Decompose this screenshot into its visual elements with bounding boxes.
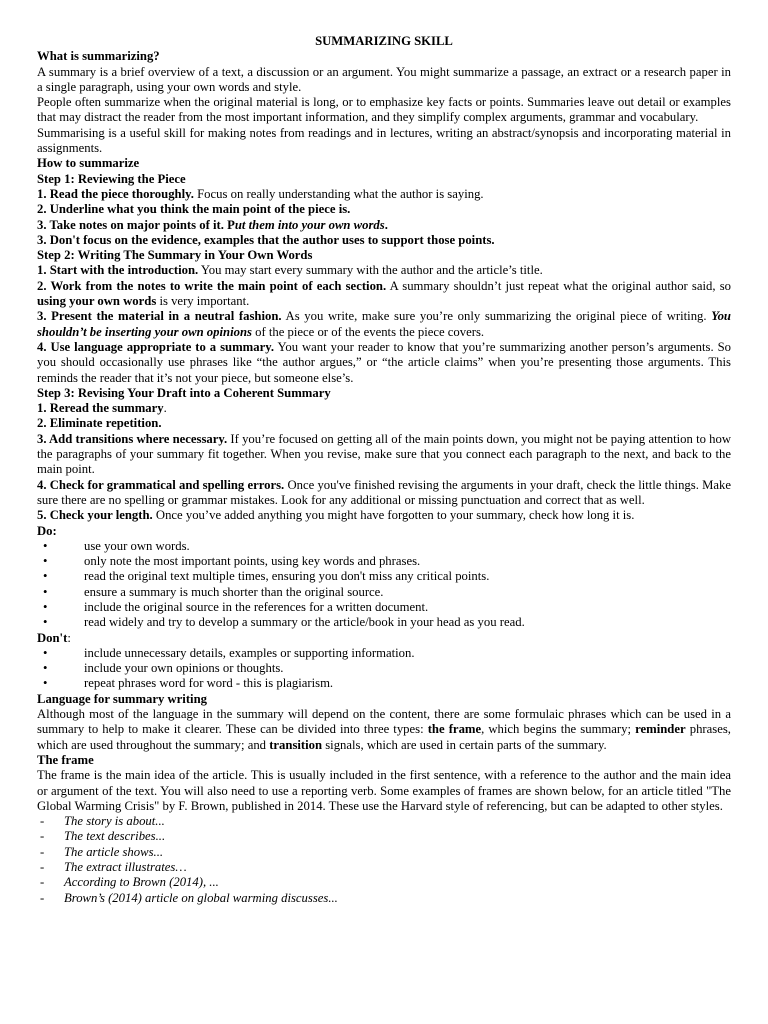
bullet-icon: • — [43, 676, 48, 691]
dash-marker: - — [40, 814, 45, 829]
dash-marker: - — [40, 844, 45, 859]
step2-item-4: 4. Use language appropriate to a summary. You want your reader to know that you’re summarizing another person’s arguments. So you should occasionally use phrases like “the author argues,” or “the article claims” when you’re presenting those arguments. This reminds the reader that it’s not your piece, but someone else’s. — [37, 339, 731, 385]
list-item: - The text describes... — [40, 829, 166, 844]
dash-marker: - — [40, 829, 45, 844]
step3-item-2: 2. Eliminate repetition. — [37, 416, 162, 431]
bullet-icon: • — [43, 554, 48, 569]
list-item: • include your own opinions or thoughts. — [43, 661, 284, 676]
list-item: • include unnecessary details, examples or supporting information. — [43, 645, 415, 660]
what-paragraph-1: A summary is a brief overview of a text, a discussion or an argument. You might summarize a passage, an extract or a research paper in a single paragraph, using your own words and style. — [37, 64, 731, 94]
frame-paragraph: The frame is the main idea of the article. This is usually included in the first sentence, with a reference to the author and the main idea or argument of the text. You will also need to use a reporting verb. Some examples of frames are shown below, for an article titled "The Global Warming Crisis" by F. Brown, published in 2014. These use the Harvard style of referencing, but can be adapted to other styles. — [37, 768, 731, 813]
step1-item-3: 3. Take notes on major points of it. Put them into your own words. — [37, 217, 388, 232]
list-item: • ensure a summary is much shorter than the original source. — [43, 584, 384, 599]
step3-item-4: 4. Check for grammatical and spelling errors. Once you've finished revising the arguments in your draft, check the little things. Make sure there are no spelling or grammar mistakes. Look for any additional or missing punctuation and correct that as well. — [37, 477, 731, 507]
dash-marker: - — [40, 860, 45, 875]
step3-item-3: 3. Add transitions where necessary. If you’re focused on getting all of the main points down, you might not be paying attention to how the paragraphs of your summary fit together. When you revise, make sure that you connect each paragraph to the next, and back to the main point. — [37, 431, 731, 477]
step2-heading: Step 2: Writing The Summary in Your Own Words — [37, 248, 313, 263]
bullet-icon: • — [43, 569, 48, 584]
list-item: - The article shows... — [40, 844, 164, 859]
list-item: • use your own words. — [43, 538, 190, 553]
what-heading: What is summarizing? — [37, 49, 160, 64]
dont-heading: Don't: — [37, 630, 71, 645]
dont-list — [37, 646, 731, 692]
step2-item-1: 1. Start with the introduction. You may start every summary with the author and the article’s title. — [37, 263, 543, 278]
language-paragraph: Although most of the language in the summary will depend on the content, there are some formulaic phrases which can be used in a summary to help to make it clearer. These can be divided into three types: the frame, which begins the summary; reminder phrases, which are used throughout the summary; and transition signals, which are used in certain parts of the summary. — [37, 707, 731, 752]
frame-heading: The frame — [37, 752, 94, 767]
language-heading: Language for summary writing — [37, 691, 207, 706]
bullet-icon: • — [43, 615, 48, 630]
list-item: • read widely and try to develop a summary or the article/book in your head as you read. — [43, 615, 525, 630]
bullet-icon: • — [43, 584, 48, 599]
list-item: - According to Brown (2014), ... — [40, 875, 219, 890]
list-item: - The story is about... — [40, 814, 165, 829]
what-paragraph-3: Summarising is a useful skill for making notes from readings and in lectures, writing an abstract/synopsis and incorporating material in assignments. — [37, 125, 731, 156]
do-heading: Do: — [37, 523, 57, 538]
step3-item-1: 1. Reread the summary. — [37, 401, 167, 416]
what-paragraph-2: People often summarize when the original material is long, or to emphasize key facts or points. Summaries leave out detail or examples that may distract the reader from the most important information, and they simplify complex arguments, grammar and vocabulary. — [37, 95, 731, 125]
list-item: - Brown’s (2014) article on global warming discusses... — [40, 890, 338, 905]
step1-item-2: 2. Underline what you think the main point of the piece is. — [37, 202, 351, 217]
dash-marker: - — [40, 875, 45, 890]
list-item: • include the original source in the references for a written document. — [43, 599, 429, 614]
step2-item-3: 3. Present the material in a neutral fashion. As you write, make sure you’re only summarizing the original piece of writing. You shouldn’t be inserting your own opinions of the piece or of the events the piece covers. — [37, 309, 731, 339]
bullet-icon: • — [43, 645, 48, 660]
do-list — [37, 539, 731, 631]
page-title: SUMMARIZING SKILL — [315, 34, 453, 48]
frame-examples-list — [37, 814, 731, 906]
how-heading: How to summarize — [37, 156, 140, 171]
step2-item-2: 2. Work from the notes to write the main point of each section. A summary shouldn’t just repeat what the original author said, so using your own words is very important. — [37, 278, 731, 309]
bullet-icon: • — [43, 538, 48, 553]
list-item: • repeat phrases word for word - this is plagiarism. — [43, 676, 334, 691]
step1-item-4: 3. Don't focus on the evidence, examples that the author uses to support those points. — [37, 232, 495, 247]
list-item: • only note the most important points, using key words and phrases. — [43, 554, 421, 569]
list-item: • read the original text multiple times, ensuring you don't miss any critical points. — [43, 569, 490, 584]
list-item: - The extract illustrates… — [40, 860, 187, 875]
step3-item-5: 5. Check your length. Once you’ve added anything you might have forgotten to your summary, check how long it is. — [37, 508, 635, 523]
step1-heading: Step 1: Reviewing the Piece — [37, 171, 186, 186]
bullet-icon: • — [43, 599, 48, 614]
bullet-icon: • — [43, 661, 48, 676]
dash-marker: - — [40, 890, 45, 905]
step3-heading: Step 3: Revising Your Draft into a Coherent Summary — [37, 385, 331, 400]
step1-item-1: 1. Read the piece thoroughly. Focus on really understanding what the author is saying. — [37, 186, 484, 201]
